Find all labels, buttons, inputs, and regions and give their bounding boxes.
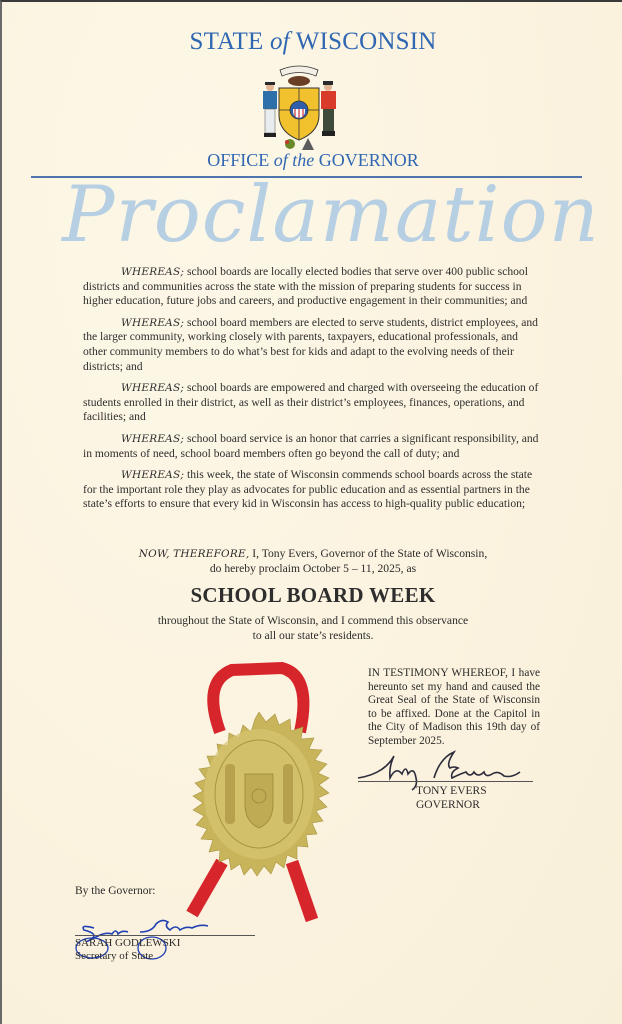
now-therefore-text: I, Tony Evers, Governor of the State of Wisconsin, — [249, 547, 488, 560]
now-therefore-line-1 — [83, 547, 543, 562]
now-therefore-keyword: NOW, THEREFORE, — [138, 548, 250, 560]
whereas-clause — [83, 432, 543, 461]
great-seal-icon — [162, 662, 357, 922]
whereas-text: school boards are locally elected bodies that serve over 400 public school districts and communities across the state with the mission of preparing students for success in higher education, future jobs and careers, and productive engagement in their communities; and — [83, 265, 528, 308]
whereas-text: this week, the state of Wisconsin commends school boards across the state for the important role they play as advocates for public education and as essential partners in the state’s efforts to ensure that every kid in Wisconsin has access to high-quality public education; — [83, 468, 533, 511]
whereas-clause — [83, 265, 543, 309]
proclamation-headline: SCHOOL BOARD WEEK — [190, 583, 436, 607]
by-the-governor-label: By the Governor: — [75, 885, 156, 897]
commendation-text — [83, 614, 543, 643]
governor-signature-line — [358, 781, 533, 782]
now-therefore-clause — [83, 547, 543, 576]
secretary-signature-line — [75, 935, 255, 936]
whereas-keyword: WHEREAS; — [121, 316, 185, 329]
whereas-keyword: WHEREAS; — [121, 432, 185, 445]
office-title-of-the: of the — [273, 150, 315, 170]
whereas-clause — [83, 381, 543, 425]
whereas-keyword: WHEREAS; — [121, 382, 185, 395]
wisconsin-coat-of-arms-icon — [252, 60, 346, 154]
testimony-text: IN TESTIMONY WHEREOF, I have hereunto set my hand and caused the Great Seal of the State of Wisconsin to be affixed. Done at the Capitol in the City of Madison this 19th day of September 2025. — [368, 667, 540, 747]
whereas-clause — [83, 316, 543, 374]
state-title-of: of — [269, 28, 290, 55]
office-title — [2, 150, 622, 171]
whereas-keyword: WHEREAS; — [121, 469, 185, 482]
whereas-text: school board service is an honor that carries a significant responsibility, and in moments of need, school board members often go beyond the call of duty; and — [83, 431, 539, 460]
commendation-line-2: to all our state’s residents. — [252, 628, 374, 642]
office-title-name: GOVERNOR — [314, 150, 419, 170]
governor-title: GOVERNOR — [416, 799, 480, 811]
secretary-name: SARAH GODLEWSKI — [75, 937, 181, 949]
whereas-keyword: WHEREAS; — [121, 266, 185, 278]
now-therefore-line-2: do hereby proclaim October 5 – 11, 2025, as — [209, 561, 417, 575]
whereas-clause — [83, 468, 543, 512]
secretary-title: Secretary of State — [75, 950, 154, 962]
governor-name: TONY EVERS — [416, 785, 487, 797]
governor-block — [416, 784, 487, 812]
secretary-block — [75, 937, 180, 963]
office-title-prefix: OFFICE — [207, 150, 274, 170]
whereas-text: school boards are empowered and charged with overseeing the education of students enrolled in their district, as well as their district’s employees, finances, operations, and facilities; and — [83, 381, 539, 424]
state-title — [2, 28, 622, 56]
proclamation-script-title: Proclamation — [62, 170, 600, 260]
state-title-name: WISCONSIN — [289, 28, 437, 55]
commendation-line-1: throughout the State of Wisconsin, and I commend this observance — [157, 614, 469, 627]
whereas-text: school board members are elected to serve students, district employees, and the larger community, working closely with parents, taxpayers, educational professionals, and other community members to do what’s best for kids and adapt to the evolving needs of their districts; and — [83, 315, 538, 373]
state-title-prefix: STATE — [189, 28, 270, 55]
whereas-clauses — [83, 265, 543, 519]
